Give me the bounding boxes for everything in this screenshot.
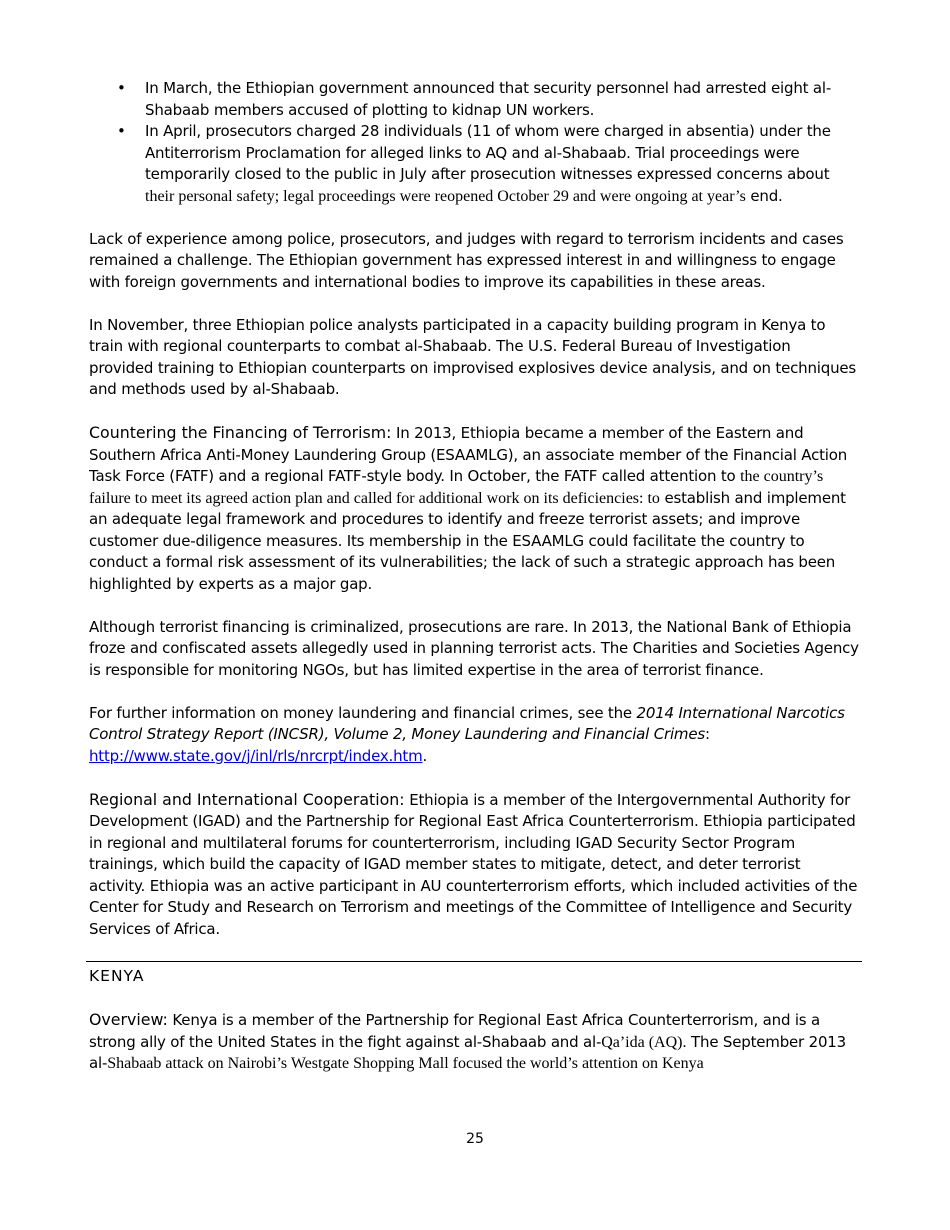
overview-text-b: The September 2013 al-: [89, 1032, 846, 1072]
paragraph-prosecutions: Although terrorist financing is criminalized, prosecutions are rare. In 2013, the National Bank of Ethiopia froze and confiscated assets allegedly used in planning terrorist acts. The Charities and Societies Agency is responsible for monitoring NGOs, but has limited expertise in the area of terrorist finance.: [89, 617, 859, 679]
overview-serif-a: Qa’ida (AQ).: [601, 1033, 687, 1051]
page-content: [89, 78, 859, 1075]
bullet-text-tail: end.: [745, 186, 783, 205]
bullet-item-march: [117, 78, 859, 121]
bullet-list: [89, 78, 859, 207]
paragraph-kenya-overview: [89, 1009, 859, 1075]
country-section-title: KENYA: [89, 967, 145, 985]
paragraph-countering-financing: [89, 422, 859, 595]
section-heading-regional: Regional and International Cooperation:: [89, 789, 405, 809]
further-info-colon: :: [704, 725, 710, 743]
section-heading-overview: Overview:: [89, 1010, 168, 1029]
paragraph-further-information: [89, 703, 859, 768]
incsr-report-title: 2014 International Narcotics Control Strategy Report (INCSR), Volume 2, Money Laundering and Financial Crimes: [89, 703, 845, 743]
bullet-icon: •: [117, 122, 126, 140]
section-divider: [86, 961, 862, 962]
bullet-text: In March, the Ethiopian government announced that security personnel had arrested eight al-Shabaab members accused of plotting to kidnap UN workers.: [145, 79, 832, 119]
further-info-prefix: For further information on money laundering and financial crimes, see the: [89, 703, 637, 722]
bullet-icon: •: [117, 79, 126, 97]
regional-text: Ethiopia is a member of the Intergovernmental Authority for Development (IGAD) and the Partnership for Regional East Africa Counterterrorism. Ethiopia participated in regional and multilateral forums for counterterrorism, including IGAD Security Sector Program trainings, which build the capacity of IGAD member states to mitigate, detect, and deter terrorist activity. Ethiopia was an active participant in AU counterterrorism efforts, which included activities of the Center for Study and Research on Terrorism and meetings of the Committee of Intelligence and Security Services of Africa.: [89, 790, 858, 938]
paragraph-lack-of-experience: Lack of experience among police, prosecutors, and judges with regard to terrorism incidents and cases remained a challenge. The Ethiopian government has expressed interest in and willingness to engage with foreign governments and international bodies to improve its capabilities in these areas.: [89, 229, 844, 291]
cft-text-a: In 2013, Ethiopia became a member of the Eastern and Southern Africa Anti-Money Laundering Group (ESAAMLG), an associate member of the Financial Action Task Force (FATF) and a regional FATF-style body. In October, the FATF called attention to: [89, 424, 848, 485]
overview-serif-b: Shabaab attack on Nairobi’s Westgate Shopping Mall focused the world’s attention on Kenya: [107, 1055, 704, 1072]
incsr-report-link[interactable]: http://www.state.gov/j/inl/rls/nrcrpt/index.htm: [89, 746, 423, 765]
further-info-period: .: [422, 746, 428, 765]
section-heading-cft: Countering the Financing of Terrorism:: [89, 423, 392, 442]
overview-text-a: Kenya is a member of the Partnership for Regional East Africa Counterterrorism, and is a strong ally of the United States in the fight against al-Shabaab and al-: [89, 1011, 820, 1051]
bullet-text-serif: their personal safety; legal proceedings were reopened October 29 and were ongoing at year’s: [145, 187, 746, 205]
paragraph-regional-cooperation: [89, 789, 859, 941]
paragraph-november-training: In November, three Ethiopian police analysts participated in a capacity building program in Kenya to train with regional counterparts to combat al-Shabaab. The U.S. Federal Bureau of Investigation provided training to Ethiopian counterparts on improvised explosives device analysis, and on techniques and methods used by al-Shabaab.: [89, 315, 857, 398]
cft-text-serif: the country’s failure to meet its agreed action plan and called for additional work on its deficiencies: to: [89, 468, 824, 507]
page-number: 25: [466, 1131, 484, 1147]
bullet-text: In April, prosecutors charged 28 individuals (11 of whom were charged in absentia) under the Antiterrorism Proclamation for alleged links to AQ and al-Shabaab. Trial proceedings were temporarily closed to the public in July after prosecution witnesses expressed concerns about: [145, 122, 831, 183]
cft-text-b: establish and implement an adequate legal framework and procedures to identify and freeze terrorist assets; and improve customer due-diligence measures. Its membership in the ESAAMLG could facilitate the country to conduct a formal risk assessment of its vulnerabilities; the lack of such a strategic approach has been highlighted by experts as a major gap.: [89, 488, 846, 593]
bullet-item-april: [117, 121, 859, 207]
